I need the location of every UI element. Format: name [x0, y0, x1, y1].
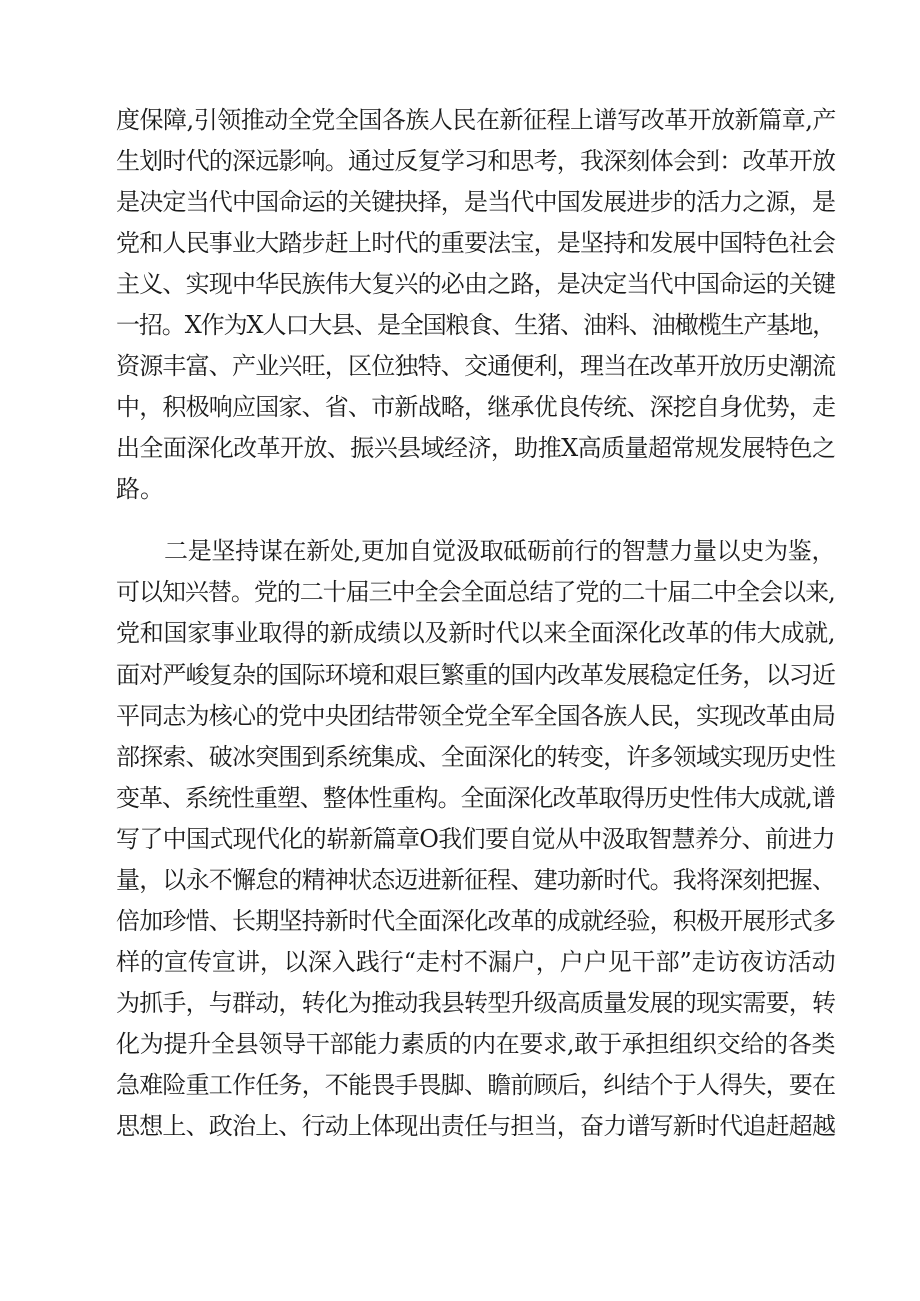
text-line: 一招。X作为X人口大县、是全国粮食、生猪、油料、油橄榄生产基地， — [116, 311, 835, 339]
text-line: 路。 — [116, 475, 164, 503]
text-line: 出全面深化改革开放、振兴县域经济，助推X高质量超常规发展特色之 — [116, 434, 836, 462]
text-line: 二是坚持谋在新处,更加自觉汲取砥砺前行的智慧力量以史为鉴， — [164, 537, 836, 565]
text-line: 思想上、政治上、行动上体现出责任与担当，奋力谱写新时代追赶超越 — [116, 1112, 836, 1140]
text-line: 急难险重工作任务，不能畏手畏脚、瞻前顾后，纠结个于人得失，要在 — [116, 1071, 836, 1099]
text-line: 变革、系统性重塑、整体性重构。全面深化改革取得历史性伟大成就,谱 — [116, 784, 835, 812]
text-line: 可以知兴替。党的二十届三中全会全面总结了党的二十届二中全会以来, — [116, 578, 835, 606]
text-line: 面对严峻复杂的国际环境和艰巨繁重的国内改革发展稳定任务，以习近 — [116, 661, 836, 689]
text-line: 平同志为核心的党中央团结带领全党全军全国各族人民，实现改革由局 — [116, 702, 836, 730]
text-line: 主义、实现中华民族伟大复兴的必由之路，是决定当代中国命运的关键 — [116, 270, 836, 298]
text-line: 倍加珍惜、长期坚持新时代全面深化改革的成就经验，积极开展形式多 — [116, 907, 836, 935]
text-line: 党和国家事业取得的新成绩以及新时代以来全面深化改革的伟大成就, — [116, 619, 836, 647]
text-line: 部探索、破冰突围到系统集成、全面深化的转变，许多领域实现历史性 — [116, 743, 836, 771]
text-line: 党和人民事业大踏步赶上时代的重要法宝，是坚持和发展中国特色社会 — [116, 229, 836, 257]
text-line: 度保障,引领推动全党全国各族人民在新征程上谱写改革开放新篇章,产 — [116, 106, 836, 134]
text-line: 资源丰富、产业兴旺，区位独特、交通便利，理当在改革开放历史潮流 — [116, 352, 836, 380]
text-line: 中，积极响应国家、省、市新战略，继承优良传统、深挖自身优势，走 — [116, 393, 836, 421]
text-line: 生划时代的深远影响。通过反复学习和思考，我深刻体会到：改革开放 — [116, 147, 836, 175]
text-line: 样的宣传宣讲，以深入践行“走村不漏户，户户见干部”走访夜访活动 — [116, 948, 836, 976]
text-line: 量，以永不懈怠的精神状态迈进新征程、建功新时代。我将深刻把握、 — [116, 866, 836, 894]
text-line: 写了中国式现代化的崭新篇章O我们要自觉从中汲取智慧养分、前进力 — [116, 825, 835, 853]
text-line: 是决定当代中国命运的关键抉择，是当代中国发展进步的活力之源，是 — [116, 188, 836, 216]
text-line: 化为提升全县领导干部能力素质的内在要求,敢于承担组织交给的各类 — [116, 1030, 836, 1058]
text-line: 为抓手，与群动，转化为推动我县转型升级高质量发展的现实需要，转 — [116, 989, 836, 1017]
